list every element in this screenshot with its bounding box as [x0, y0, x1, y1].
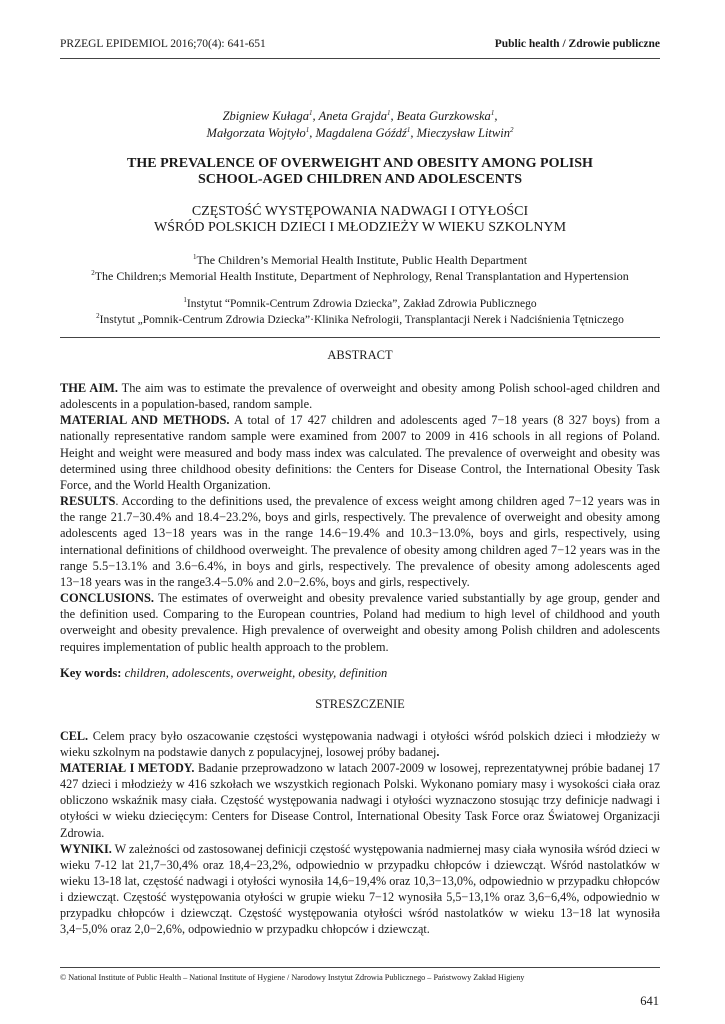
- affiliation-marker: 1: [192, 253, 197, 261]
- cel-label: CEL.: [60, 729, 89, 743]
- title-line: SCHOOL-AGED CHILDREN AND ADOLESCENTS: [197, 172, 522, 187]
- conclusions-text: The estimates of overweight and obesity prevalence varied substantially by age group, gender and the definition used. Comparing to the European countries, Poland had medium to high level of childhood and youth overweight and obesity prevalence. High prevalence of overweight and obesity among Polish children and adolescents requires implementation of public health approach to the problem.: [60, 591, 660, 654]
- copyright-notice: © National Institute of Public Health – National Institute of Hygiene / Narodowy Instytut Zdrowia Publicznego – Państwowy Zakład Higieny: [60, 973, 525, 982]
- abstract-results: [60, 493, 660, 590]
- author-name: Magdalena Góźdź: [315, 126, 407, 140]
- affiliation-marker: 1: [490, 108, 495, 117]
- abstract-heading: ABSTRACT: [327, 348, 393, 362]
- header-divider: [60, 58, 660, 59]
- streszczenie-heading: STRESZCZENIE: [315, 697, 405, 711]
- affiliations-polish: [60, 296, 660, 328]
- affiliation-marker: 1: [305, 125, 310, 134]
- title-english: [60, 156, 660, 188]
- metody-label: MATERIAŁ I METODY.: [60, 761, 195, 776]
- running-header: [60, 38, 660, 50]
- keywords: [60, 666, 660, 681]
- aim-label: THE AIM.: [60, 381, 118, 395]
- page-number: 641: [640, 994, 659, 1008]
- cel-text: Celem pracy było oszacowanie częstości występowania nadwagi i otyłości wśród polskich dzieci i młodzieży w wieku szkolnym na podstawie danych z populacyjnej, losowej próby badanej: [60, 729, 660, 760]
- affiliation-marker: 1: [183, 296, 187, 305]
- streszczenie-metody: [60, 760, 660, 840]
- affiliation-marker: 1: [406, 125, 411, 134]
- metody-text: Badanie przeprowadzono w latach 2007-2009 w losowej, reprezentatywnej próbie badanej 17 427 dzieci i młodzieży w 416 szkołach we wszystkich regionach Polski. Wykonano pomiary masy i wysokości ciała oraz obliczono wskaźnik masy ciała. Częstość występowania nadwagi i otyłości wyznaczono stosując trzy definicje nadwagi i otyłości w wieku dziecięcym: Centers for Disease Control, International Obesity Task Force oraz Światowej Organizacji Zdrowia.: [60, 761, 660, 840]
- streszczenie-cel: [60, 728, 660, 760]
- affiliation: Instytut „Pomnik-Centrum Zdrowia Dziecka”·Klinika Nefrologii, Transplantacji Nerek i Nadciśnienia Tętniczego: [99, 314, 624, 326]
- affiliation-marker: 1: [309, 108, 313, 117]
- wyniki-label: WYNIKI.: [60, 841, 112, 856]
- affiliations-english: [60, 252, 660, 284]
- cel-end: .: [436, 745, 440, 760]
- footer-divider: [60, 967, 660, 968]
- author-name: Beata Gurzkowska: [396, 109, 491, 123]
- abstract-body: [60, 380, 660, 655]
- streszczenie-wyniki: [60, 841, 660, 938]
- aim-text: The aim was to estimate the prevalence of overweight and obesity among Polish school-aged children and adolescents in a population-based, random sample.: [60, 381, 660, 412]
- abstract-aim: [60, 380, 660, 412]
- author-name: Małgorzata Wojtyło: [206, 126, 306, 140]
- abstract-conclusions: [60, 590, 660, 655]
- title-polish: [60, 204, 660, 236]
- author-name: Mieczysław Litwin: [416, 126, 510, 140]
- methods-label: MATERIAL AND METHODS.: [60, 413, 230, 428]
- title-line: CZĘSTOŚĆ WYSTĘPOWANIA NADWAGI I OTYŁOŚCI: [191, 204, 529, 219]
- keywords-label: Key words:: [60, 666, 122, 680]
- affiliation: Instytut “Pomnik-Centrum Zdrowia Dziecka”, Zakład Zdrowia Publicznego: [186, 298, 537, 310]
- affiliation-marker: 2: [96, 312, 100, 321]
- methods-text: A total of 17 427 children and adolescents aged 7−18 years (8 327 boys) from a nationally representative random sample were examined from 2007 to 2009 in 416 schools in all regions of Poland. Height and weight were measured and body mass index was calculated. The prevalence of overweight and obesity was determined using three childhood obesity definitions: the Centers for Disease Control, the International Obesity Task Force, and the World Health Organization.: [60, 413, 661, 492]
- author-name: Zbigniew Kułaga: [222, 109, 310, 123]
- title-line: THE PREVALENCE OF OVERWEIGHT AND OBESITY AMONG POLISH: [127, 156, 593, 171]
- affiliation-marker: 2: [509, 125, 514, 134]
- abstract-methods: [60, 412, 660, 493]
- journal-citation: PRZEGL EPIDEMIOL 2016;70(4): 641-651: [60, 38, 266, 50]
- affiliation-marker: 2: [91, 269, 95, 277]
- section-label: Public health / Zdrowie publiczne: [494, 38, 660, 50]
- conclusions-label: CONCLUSIONS.: [60, 591, 154, 606]
- section-divider: [60, 337, 660, 338]
- wyniki-text: W zależności od zastosowanej definicji częstość występowania nadmiernej masy ciała wynosiła wśród dzieci w wieku 7-12 lat 21,7−30,4% oraz 18,4−23,2%, odpowiednio w przypadku chłopców i dziewcząt. Wśród nastolatków w wieku 13-18 lat, częstość nadwagi i otyłości wynosiła 14,6−19,4% oraz 10,3−13,0%, odpowiednio w przypadku chłopców i dziewcząt. Częstość występowania otyłości w grupie wieku 7−12 wynosiła 5,5−13,1% oraz 3,6−6,4%, odpowiednio w przypadku chłopców i dziewcząt. Częstość występowania otyłości wśród nastolatków w wieku 13−18 lat wynosiła 3,4−5,0% oraz 2,0−2,6%, odpowiednio w przypadku chłopców i dziewcząt.: [60, 841, 660, 937]
- author-name: Aneta Grajda: [318, 109, 387, 123]
- results-label: RESULTS: [60, 494, 116, 509]
- title-line: WŚRÓD POLSKICH DZIECI I MŁODZIEŻY W WIEKU SZKOLNYM: [153, 220, 567, 235]
- streszczenie-body: [60, 728, 660, 937]
- affiliation: The Children’s Memorial Health Institute, Public Health Department: [196, 253, 528, 267]
- results-text: . According to the definitions used, the prevalence of excess weight among children aged 7−12 years was in the range 21.7−30.4% and 18.4−23.2%, boys and girls, respectively. The prevalence of overweight and obesity among adolescents aged 13−18 years was in the range 14.6−19.4% and 10.3−13.0%, boys and girls, respectively, using international definitions of childhood overweight. The prevalence of obesity among children aged 7−12 years was in the range 5.5−13.1% and 3.6−6.4%, in boys and girls, respectively. The prevalence of obesity among adolescents aged 13−18 years was in the range3.4−5.0% and 2.0−2.6%, boys and girls, respectively.: [60, 494, 660, 589]
- author-list: Zbigniew Kułaga$^1$, Aneta Grajda$^1$, Beata Gurzkowska$^1$, Małgorzata Wojtyło$^1$, Magdalena Góźdź$^1$, Mieczysław Litwin$^2$: [206, 108, 514, 140]
- keywords-text: children, adolescents, overweight, obesity, definition: [121, 666, 388, 680]
- affiliation: The Children;s Memorial Health Institute, Department of Nephrology, Renal Transplantation and Hypertension: [94, 269, 629, 283]
- affiliation-marker: 1: [386, 108, 391, 117]
